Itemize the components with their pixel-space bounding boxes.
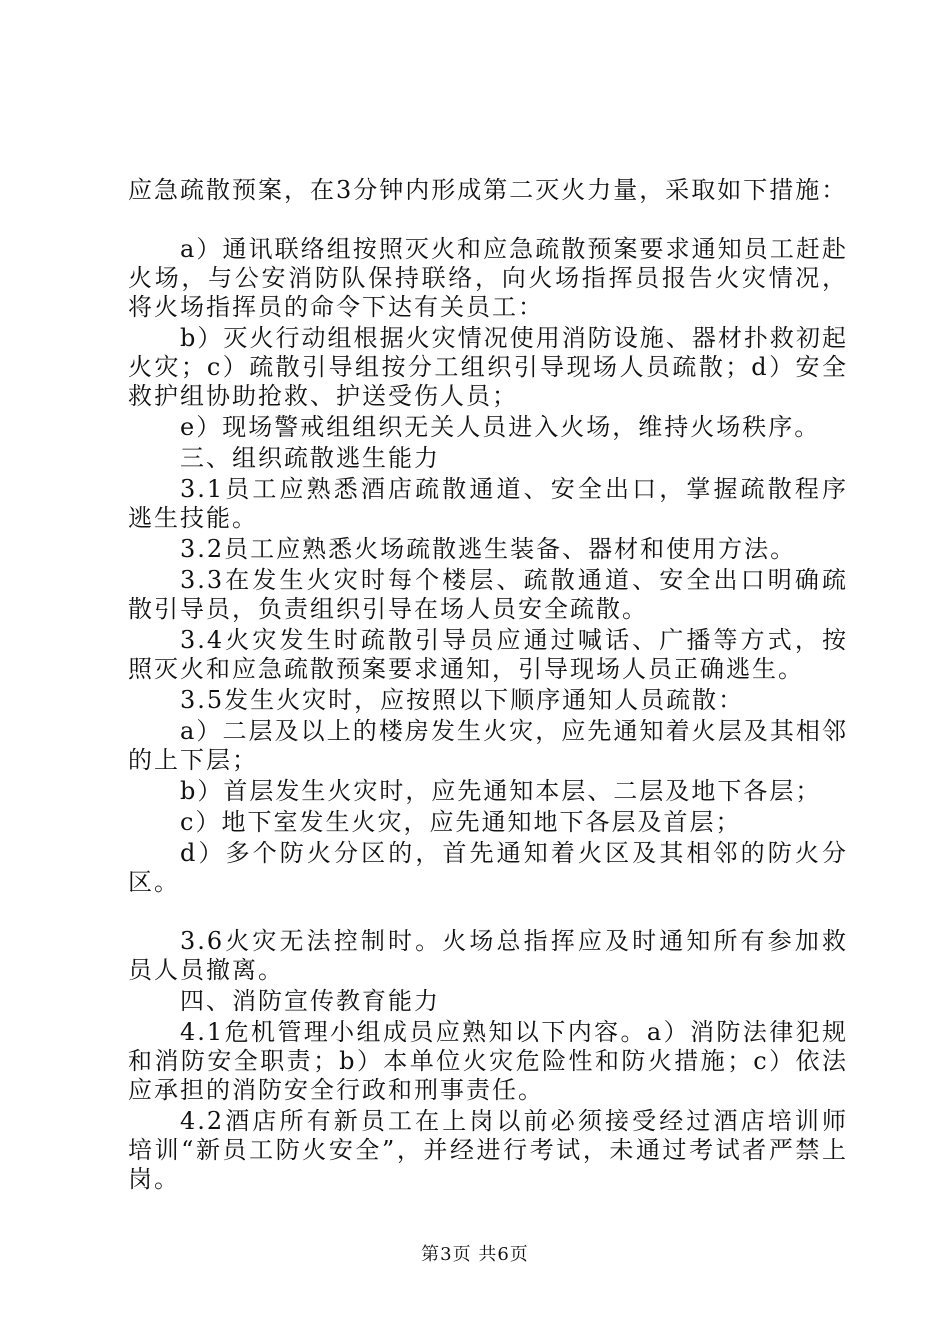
paragraph-3-3: 3.3在发生火灾时每个楼层、疏散通道、安全出口明确疏散引导员，负责组织引导在场人员安全疏散。: [128, 566, 848, 623]
paragraph-3-5-b: b）首层发生火灾时，应先通知本层、二层及地下各层；: [180, 777, 822, 805]
paragraph-3-5-d: d）多个防火分区的，首先通知着火区及其相邻的防火分区。: [128, 839, 848, 896]
paragraph-4-1: 4.1危机管理小组成员应熟知以下内容。a）消防法律犯规和消防安全职责；b）本单位火灾危险性和防火措施；c）依法应承担的消防安全行政和刑事责任。: [128, 1018, 848, 1104]
section-heading-4: 四、消防宣传教育能力: [180, 987, 440, 1015]
paragraph-intro: 应急疏散预案，在3分钟内形成第二灭火力量，采取如下措施：: [128, 176, 848, 204]
paragraph-3-4: 3.4火灾发生时疏散引导员应通过喊话、广播等方式，按照灭火和应急疏散预案要求通知，引导现场人员正确逃生。: [128, 626, 848, 683]
paragraph-3-2: 3.2员工应熟悉火场疏散逃生装备、器材和使用方法。: [180, 535, 797, 563]
paragraph-4-2: 4.2酒店所有新员工在上岗以前必须接受经过酒店培训师培训“新员工防火安全”，并经进行考试，未通过考试者严禁上岗。: [128, 1107, 848, 1193]
paragraph-3-5-c: c）地下室发生火灾，应先通知地下各层及首层；: [180, 808, 742, 836]
paragraph-item-e: e）现场警戒组组织无关人员进入火场，维持火场秩序。: [180, 413, 821, 441]
paragraph-item-b-c-d: b）灭火行动组根据火灾情况使用消防设施、器材扑救初起火灾；c）疏散引导组按分工组织引导现场人员疏散；d）安全救护组协助抢救、护送受伤人员；: [128, 324, 848, 410]
paragraph-item-a: a）通讯联络组按照灭火和应急疏散预案要求通知员工赶赴火场，与公安消防队保持联络，向火场指挥员报告火灾情况，将火场指挥员的命令下达有关员工：: [128, 235, 848, 321]
section-heading-3: 三、组织疏散逃生能力: [180, 444, 440, 472]
document-body: [128, 176, 848, 1194]
paragraph-3-5: 3.5发生火灾时，应按照以下顺序通知人员疏散：: [180, 686, 745, 714]
paragraph-3-1: 3.1员工应熟悉酒店疏散通道、安全出口，掌握疏散程序逃生技能。: [128, 475, 848, 532]
paragraph-3-6: 3.6火灾无法控制时。火场总指挥应及时通知所有参加救员人员撤离。: [128, 927, 848, 984]
paragraph-3-5-a: a）二层及以上的楼房发生火灾，应先通知着火层及其相邻的上下层；: [128, 717, 848, 774]
page-number-footer: 第3页 共6页: [421, 1244, 529, 1265]
